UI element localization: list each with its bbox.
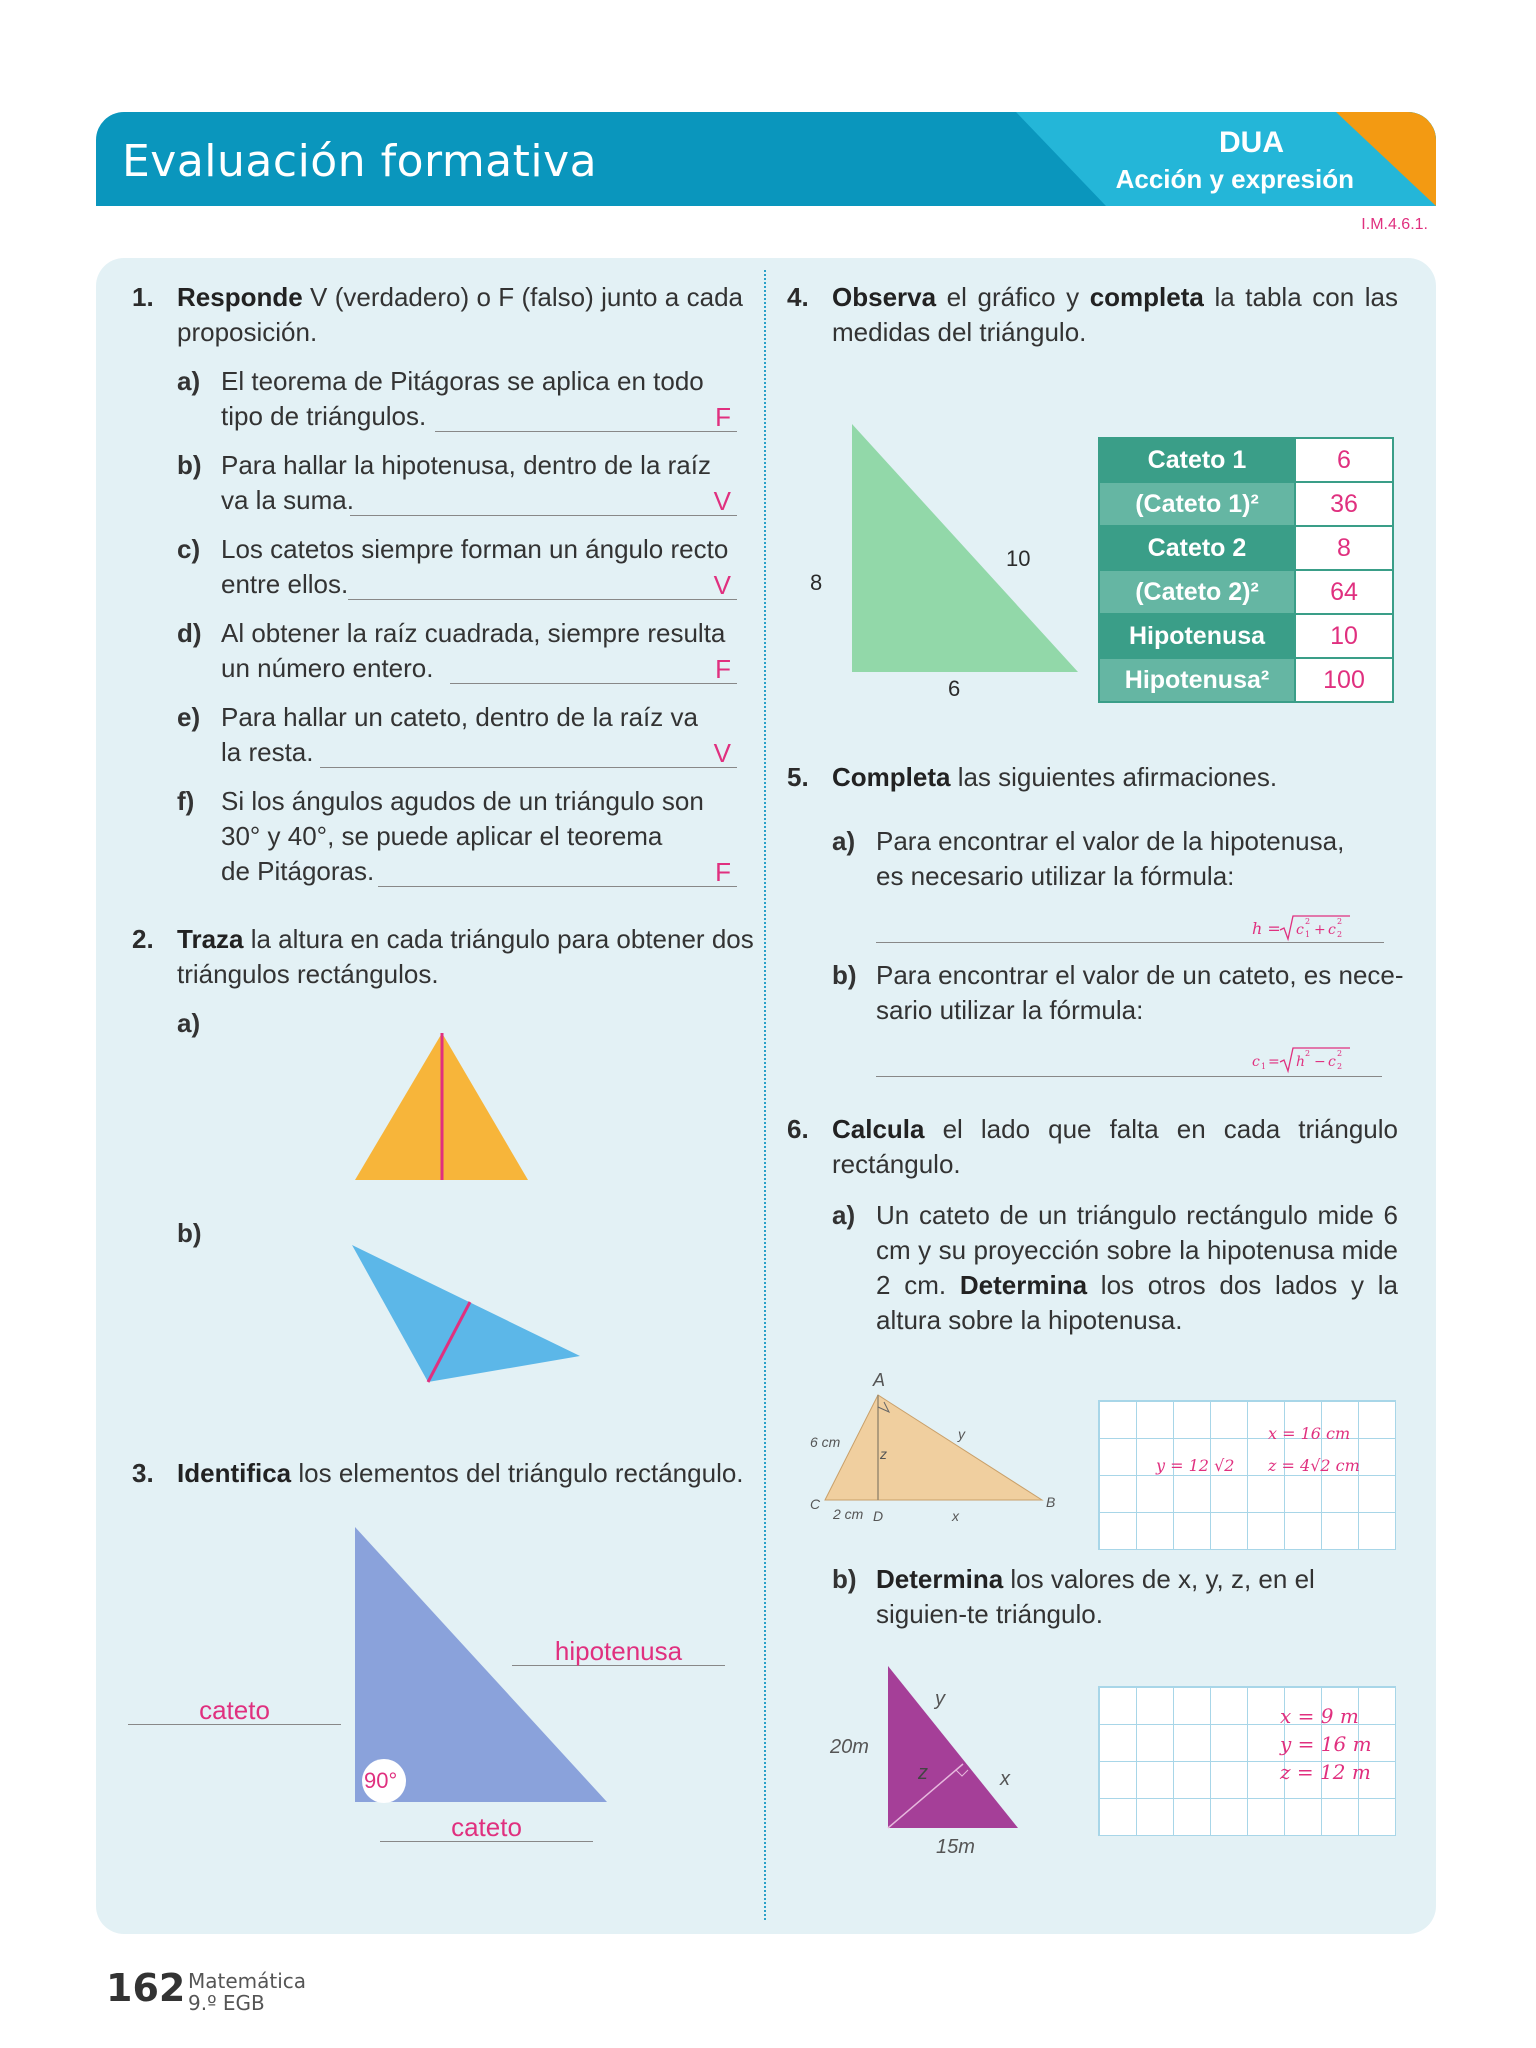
q1-item-a-text: El teorema de Pitágoras se aplica en todo tipo de triángulos. [221, 366, 704, 431]
q2-number: 2. [132, 924, 154, 954]
q3-angle-label: 90° [364, 1768, 398, 1793]
table-row: Cateto 1 6 [1099, 438, 1393, 482]
q6b-answer-x: x = 9 m [1280, 1704, 1359, 1728]
q1-answer-b[interactable]: V [350, 486, 737, 516]
q6-b-text: Determina los valores de x, y, z, en el siguien-te triángulo. [876, 1564, 1315, 1629]
q2-label-a: a) [177, 1008, 201, 1038]
table-row: Hipotenusa 10 [1099, 614, 1393, 658]
page-number: 162 [106, 1966, 186, 2010]
q6b-x-label: x [1000, 1768, 1010, 1790]
q6a-vertex-a: A [873, 1370, 886, 1390]
svg-text:c: c [1328, 1054, 1336, 1070]
q6-label-a: a) [832, 1200, 856, 1230]
q3-prompt: Identifica los elementos del triángulo rectángulo. [177, 1458, 744, 1488]
q6-a-text: Un cateto de un triángulo rectángulo mide 6 cm y su proyección sobre la hipotenusa mide 2 cm. Determina los otros dos lados y la altura sobre la hipotenusa. [876, 1200, 1398, 1335]
q1-answer-c[interactable]: V [348, 570, 737, 600]
q3-hipotenusa-answer[interactable]: hipotenusa [512, 1636, 725, 1666]
q3-number: 3. [132, 1458, 154, 1488]
q5-prompt: Completa las siguientes afirmaciones. [832, 762, 1278, 792]
q1-item-e-text: Para hallar un cateto, dentro de la raíz va la resta. [221, 702, 698, 767]
indicator-code: I.M.4.6.1. [1361, 216, 1428, 233]
q6a-six-label: 6 cm [810, 1434, 841, 1450]
q5-label-b: b) [832, 960, 857, 990]
q4-side-left: 8 [810, 570, 823, 595]
q2-prompt: Traza la altura en cada triángulo para obtener dos triángulos rectángulos. [177, 924, 754, 989]
q6b-answer-z: z = 12 m [1280, 1760, 1371, 1784]
q1-item-c-label: c) [177, 534, 201, 564]
q6b-y-label: y [935, 1688, 945, 1710]
q1-item-f-text: Si los ángulos agudos de un triángulo son 30° y 40°, se puede aplicar el teorema de Pitágoras. [221, 786, 704, 886]
q5-label-a: a) [832, 826, 856, 856]
q6a-answer-z: z = 4√2 cm [1268, 1456, 1360, 1475]
svg-text:h =: h = [1252, 919, 1281, 938]
q1-answer-f[interactable]: F [378, 857, 737, 887]
dua-title: DUA [1219, 126, 1284, 159]
q6a-vertex-d: D [873, 1508, 884, 1524]
q1-item-d-label: d) [177, 618, 202, 648]
q1-item-b-label: b) [177, 450, 202, 480]
svg-text:+: + [1314, 922, 1326, 938]
q6-number: 6. [787, 1114, 809, 1144]
svg-text:2: 2 [1305, 1049, 1311, 1058]
q6-prompt: Calcula el lado que falta en cada triángulo rectángulo. [832, 1114, 1398, 1179]
q2-label-b: b) [177, 1218, 202, 1248]
q1-item-d-text: Al obtener la raíz cuadrada, siempre resulta un número entero. [221, 618, 726, 683]
q6b-triangle [888, 1666, 1018, 1828]
q6-label-b: b) [832, 1564, 857, 1594]
svg-text:2: 2 [1305, 917, 1311, 926]
svg-text:1: 1 [1305, 930, 1311, 939]
q1-item-a-label: a) [177, 366, 201, 396]
svg-text:2: 2 [1337, 930, 1343, 939]
q1-item-c-text: Los catetos siempre forman un ángulo recto entre ellos. [221, 534, 729, 599]
q6b-bottom-label: 15m [936, 1836, 975, 1858]
svg-text:c: c [1252, 1054, 1260, 1070]
q1-number: 1. [132, 282, 154, 312]
svg-text:2: 2 [1337, 917, 1343, 926]
q1-item-b-text: Para hallar la hipotenusa, dentro de la raíz va la suma. [221, 450, 711, 515]
svg-text:−: − [1314, 1054, 1326, 1070]
q4-side-hyp: 10 [1006, 546, 1031, 571]
q4-side-bottom: 6 [948, 676, 961, 701]
svg-text:1: 1 [1261, 1062, 1267, 1071]
footer-subject: Matemática 9.º EGB [188, 1969, 307, 2015]
q6a-x-label: x [952, 1508, 959, 1524]
dua-subtitle: Acción y expresión [1115, 164, 1354, 194]
q6a-answer-x: x = 16 cm [1268, 1424, 1351, 1443]
q5-number: 5. [787, 762, 809, 792]
q1-answer-d[interactable]: F [450, 654, 737, 684]
q4-prompt: Observa el gráfico y completa la tabla con las medidas del triángulo. [832, 282, 1399, 347]
svg-text:c: c [1328, 922, 1336, 938]
q1-item-f-label: f) [177, 786, 195, 816]
svg-text:2: 2 [1337, 1062, 1343, 1071]
q6a-vertex-c: C [810, 1496, 821, 1512]
table-row: Cateto 2 8 [1099, 526, 1393, 570]
table-row: (Cateto 2)² 64 [1099, 570, 1393, 614]
svg-text:2: 2 [1337, 1049, 1343, 1058]
q1-item-e-label: e) [177, 702, 201, 732]
svg-text:h: h [1296, 1054, 1306, 1070]
svg-text:c: c [1296, 922, 1304, 938]
q6a-vertex-b: B [1046, 1494, 1056, 1510]
q6a-two-label: 2 cm [833, 1506, 864, 1522]
q5-a-text: Para encontrar el valor de la hipotenusa, es necesario utilizar la fórmula: [876, 826, 1345, 891]
q6b-z-label: z [918, 1762, 928, 1784]
table-row: (Cateto 1)² 36 [1099, 482, 1393, 526]
q4-number: 4. [787, 282, 809, 312]
q6a-y-label: y [958, 1426, 965, 1442]
q6b-left-label: 20m [830, 1736, 869, 1758]
page-title: Evaluación formativa [122, 136, 598, 187]
q6a-answer-y: y = 12 √2 [1156, 1456, 1235, 1475]
q5-b-text: Para encontrar el valor de un cateto, es nece- sario utilizar la fórmula: [876, 960, 1404, 1025]
q1-answer-a[interactable]: F [435, 402, 737, 432]
table-row: Hipotenusa² 100 [1099, 658, 1393, 702]
svg-text:=: = [1268, 1054, 1280, 1070]
q1-prompt: Responde V (verdadero) o F (falso) junto a cada proposición. [177, 282, 743, 347]
q3-cateto-left-answer[interactable]: cateto [128, 1695, 341, 1725]
q3-cateto-bottom-answer[interactable]: cateto [380, 1812, 593, 1842]
q1-answer-e[interactable]: V [320, 738, 737, 768]
q6a-z-label: z [880, 1446, 887, 1462]
q6b-answer-y: y = 16 m [1280, 1732, 1372, 1756]
